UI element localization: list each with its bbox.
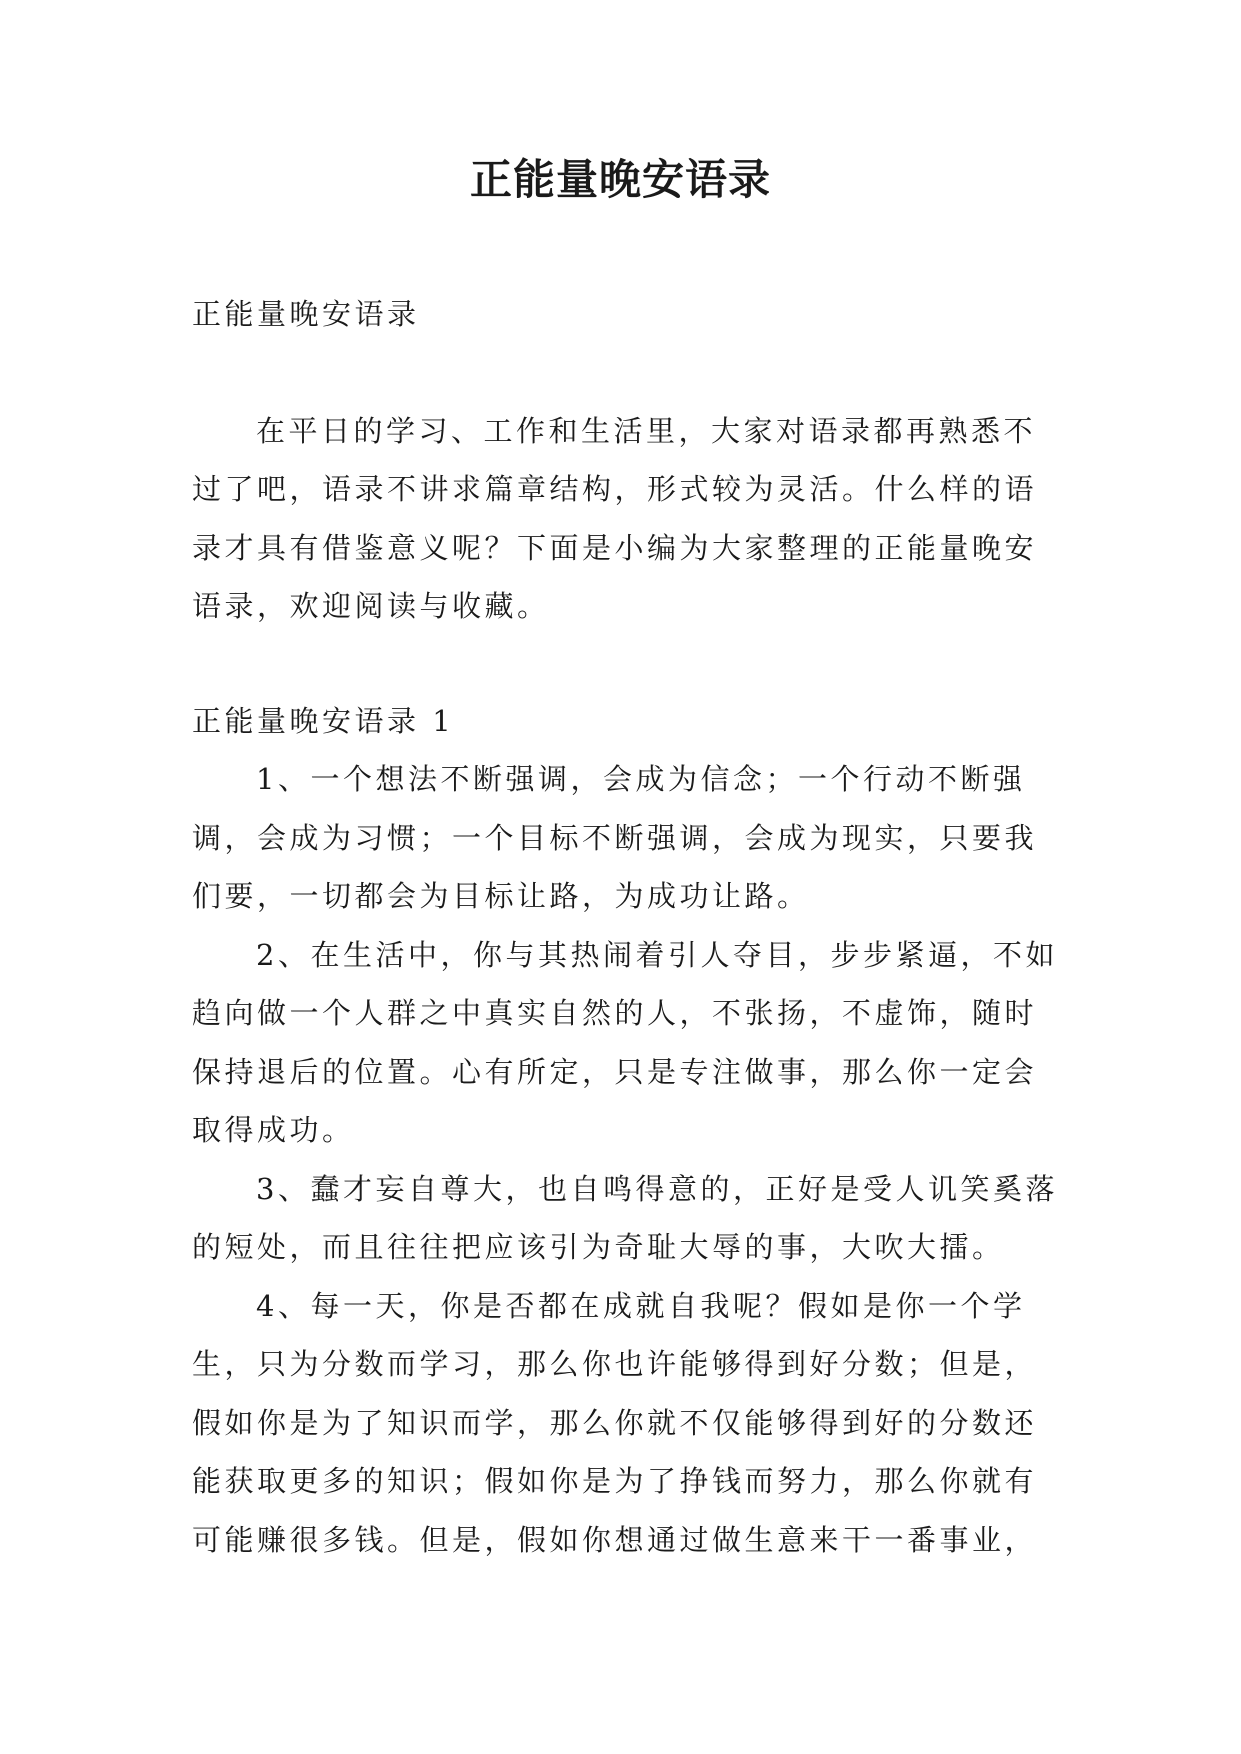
document-subtitle: 正能量晚安语录	[192, 297, 420, 331]
intro-paragraph: 在平日的学习、工作和生活里，大家对语录都再熟悉不过了吧，语录不讲求篇章结构，形式较为灵活。什么样的语录才具有借鉴意义呢？下面是小编为大家整理的正能量晚安语录，欢迎阅读与收藏。	[192, 413, 1038, 623]
quote-item-3: 3、蠢才妄自尊大，也自鸣得意的，正好是受人讥笑奚落的短处，而且往往把应该引为奇耻大辱的事，大吹大擂。	[192, 1171, 1058, 1264]
quote-item-4: 4、每一天，你是否都在成就自我呢？假如是你一个学生，只为分数而学习，那么你也许能够得到好分数；但是，假如你是为了知识而学，那么你就不仅能够得到好的分数还能获取更多的知识；假如你是为了挣钱而努力，那么你就有可能赚很多钱。但是，假如你想通过做生意来干一番事业，	[192, 1288, 1038, 1557]
quote-item-1: 1、一个想法不断强调，会成为信念；一个行动不断强调，会成为习惯；一个目标不断强调，会成为现实，只要我们要，一切都会为目标让路，为成功让路。	[192, 762, 1038, 913]
spacer	[192, 636, 1062, 692]
section-heading: 正能量晚安语录 1	[192, 703, 455, 738]
quote-item-2: 2、在生活中，你与其热闹着引人夺目，步步紧逼，不如趋向做一个人群之中真实自然的人，不张扬，不虚饰，随时保持退后的位置。心有所定，只是专注做事，那么你一定会取得成功。	[192, 937, 1058, 1147]
document-title: 正能量晚安语录	[469, 155, 771, 204]
spacer	[192, 344, 1062, 402]
document-body	[192, 285, 1062, 1569]
